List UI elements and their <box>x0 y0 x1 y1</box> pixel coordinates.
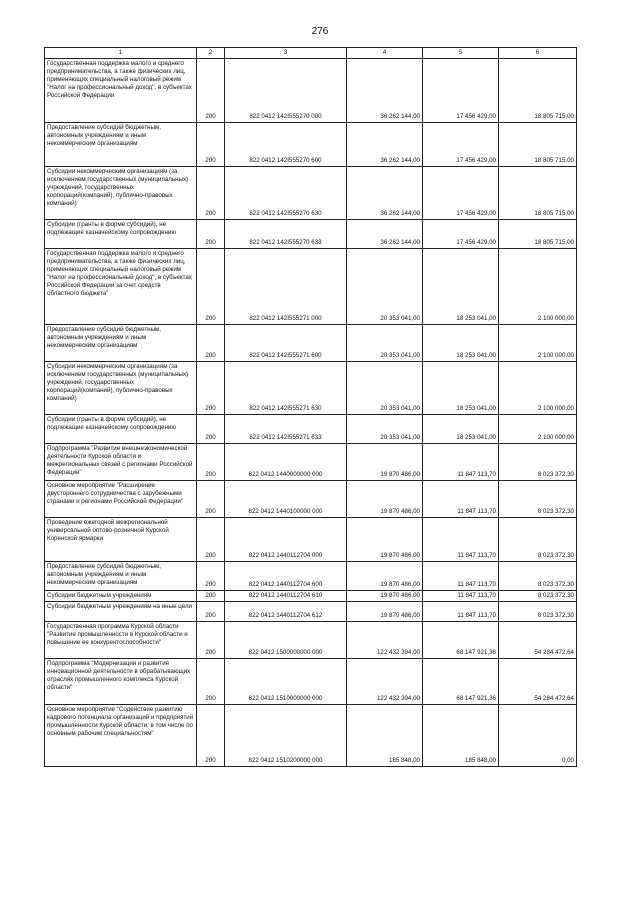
column-header: 5 <box>423 48 499 59</box>
row-amount-col6-cell: 2 100 000,00 <box>499 325 577 362</box>
row-amount-col6-cell: 18 805 715,00 <box>499 220 577 249</box>
row-code-cell: 200 <box>197 123 225 167</box>
row-amount-col6-cell: 2 100 000,00 <box>499 415 577 444</box>
row-kbk-cell: 822 0412 1440100000 000 <box>225 481 347 518</box>
table-row <box>45 220 577 249</box>
row-name-cell: Подпрограмма "Развитие внешнеэкономической деятельности Курской области и межрегиональных связей с регионами Российской Федерации" <box>45 444 197 481</box>
row-name-cell: Основное мероприятие "Содействие развитию кадрового потенциала организаций и предприятий промышленности Курской области, в том числе по основным рабочим специальностям" <box>45 705 197 767</box>
row-kbk-cell: 822 0412 1440000000 000 <box>225 444 347 481</box>
table-row <box>45 167 577 220</box>
table-row <box>45 123 577 167</box>
row-kbk-cell: 822 0412 142I555271 630 <box>225 362 347 415</box>
table-row <box>45 659 577 705</box>
row-name-cell: Субсидии некоммерческим организациям (за исключением государственных (муниципальных) учреждений, государственных корпораций(компаний), публично-правовых компаний) <box>45 362 197 415</box>
row-amount-col6-cell: 18 805 715,00 <box>499 123 577 167</box>
row-amount-total-cell: 36 262 144,00 <box>347 123 423 167</box>
row-name-cell: Подпрограмма "Модернизация и развитие инновационной деятельности в обрабатывающих отраслях промышленного комплекса Курской области" <box>45 659 197 705</box>
column-header: 2 <box>197 48 225 59</box>
row-amount-col5-cell: 11 847 113,70 <box>423 591 499 602</box>
row-kbk-cell: 822 0412 1440112704 610 <box>225 591 347 602</box>
row-name-cell: Субсидии некоммерческим организациям (за исключением государственных (муниципальных) учреждений, государственных корпораций(компаний), публично-правовых компаний) <box>45 167 197 220</box>
row-amount-col6-cell: 8 023 372,30 <box>499 518 577 562</box>
table-row <box>45 59 577 123</box>
row-kbk-cell: 822 0412 1440112704 600 <box>225 562 347 591</box>
row-amount-total-cell: 36 262 144,00 <box>347 220 423 249</box>
row-amount-total-cell: 19 870 486,00 <box>347 562 423 591</box>
table-header-row <box>45 48 577 59</box>
row-amount-col5-cell: 68 147 921,36 <box>423 622 499 659</box>
row-code-cell: 200 <box>197 562 225 591</box>
row-amount-total-cell: 36 262 144,00 <box>347 167 423 220</box>
row-amount-col5-cell: 17 456 429,00 <box>423 167 499 220</box>
row-amount-total-cell: 122 432 394,00 <box>347 622 423 659</box>
row-code-cell: 200 <box>197 362 225 415</box>
table-row <box>45 591 577 602</box>
row-code-cell: 200 <box>197 591 225 602</box>
row-amount-col5-cell: 68 147 921,36 <box>423 659 499 705</box>
table-row <box>45 481 577 518</box>
row-kbk-cell: 822 0412 142I555271 600 <box>225 325 347 362</box>
row-amount-col6-cell: 18 805 715,00 <box>499 167 577 220</box>
table-row <box>45 705 577 767</box>
row-amount-col5-cell: 11 847 113,70 <box>423 602 499 622</box>
row-code-cell: 200 <box>197 59 225 123</box>
row-amount-col6-cell: 54 284 472,64 <box>499 622 577 659</box>
row-kbk-cell: 822 0412 142I555271 000 <box>225 249 347 325</box>
row-amount-col5-cell: 185 848,00 <box>423 705 499 767</box>
row-kbk-cell: 822 0412 1510000000 000 <box>225 659 347 705</box>
table-row <box>45 444 577 481</box>
budget-table <box>44 47 577 767</box>
row-code-cell: 200 <box>197 167 225 220</box>
row-kbk-cell: 822 0412 1440112704 612 <box>225 602 347 622</box>
row-amount-total-cell: 19 870 486,00 <box>347 444 423 481</box>
row-amount-col6-cell: 8 023 372,30 <box>499 481 577 518</box>
row-amount-col6-cell: 8 023 372,30 <box>499 562 577 591</box>
table-row <box>45 602 577 622</box>
row-code-cell: 200 <box>197 705 225 767</box>
table-row <box>45 622 577 659</box>
row-amount-col5-cell: 17 456 429,00 <box>423 123 499 167</box>
row-amount-total-cell: 19 870 486,00 <box>347 602 423 622</box>
row-code-cell: 200 <box>197 518 225 562</box>
row-name-cell: Основное мероприятие "Расширение двустороннего сотрудничества с зарубежными странами и регионами Российской Федерации" <box>45 481 197 518</box>
page-number: 276 <box>311 26 329 37</box>
row-amount-col6-cell: 0,00 <box>499 705 577 767</box>
row-name-cell: Государственная поддержка малого и среднего предпринимательства, а также физических лиц, применяющих специальный налоговый режим "Налог на профессиональный доход", в субъектах Российской Федерации за счет средств областного бюджета" <box>45 249 197 325</box>
row-code-cell: 200 <box>197 415 225 444</box>
row-kbk-cell: 822 0412 142I555270 000 <box>225 59 347 123</box>
row-amount-total-cell: 185 848,00 <box>347 705 423 767</box>
table-row <box>45 362 577 415</box>
row-name-cell: Субсидии (гранты в форме субсидий), не подлежащие казначейскому сопровождению <box>45 415 197 444</box>
table-body <box>45 59 577 767</box>
row-amount-col5-cell: 11 847 113,70 <box>423 562 499 591</box>
row-amount-col5-cell: 18 253 041,00 <box>423 415 499 444</box>
row-amount-col6-cell: 2 100 000,00 <box>499 249 577 325</box>
row-amount-col6-cell: 8 023 372,30 <box>499 591 577 602</box>
row-amount-col6-cell: 54 284 472,64 <box>499 659 577 705</box>
table-row <box>45 518 577 562</box>
row-amount-total-cell: 36 262 144,00 <box>347 59 423 123</box>
row-amount-col5-cell: 17 456 429,00 <box>423 59 499 123</box>
row-code-cell: 200 <box>197 249 225 325</box>
row-amount-col5-cell: 18 253 041,00 <box>423 325 499 362</box>
row-code-cell: 200 <box>197 220 225 249</box>
row-code-cell: 200 <box>197 481 225 518</box>
row-code-cell: 200 <box>197 325 225 362</box>
row-amount-total-cell: 20 353 041,00 <box>347 325 423 362</box>
column-header: 6 <box>499 48 577 59</box>
row-kbk-cell: 822 0412 1440112704 000 <box>225 518 347 562</box>
column-header: 1 <box>45 48 197 59</box>
row-amount-col6-cell: 2 100 000,00 <box>499 362 577 415</box>
row-name-cell: Государственная поддержка малого и среднего предпринимательства, а также физических лиц, применяющих специальный налоговый режим "Налог на профессиональный доход", в субъектах Российской Федерации <box>45 59 197 123</box>
row-amount-col5-cell: 17 456 429,00 <box>423 220 499 249</box>
table-row <box>45 562 577 591</box>
row-amount-total-cell: 19 870 486,00 <box>347 518 423 562</box>
row-amount-total-cell: 19 870 486,00 <box>347 591 423 602</box>
row-amount-col6-cell: 8 023 372,30 <box>499 602 577 622</box>
row-amount-col5-cell: 11 847 113,70 <box>423 444 499 481</box>
row-code-cell: 200 <box>197 444 225 481</box>
column-header: 4 <box>347 48 423 59</box>
row-kbk-cell: 822 0412 142I555270 633 <box>225 220 347 249</box>
row-amount-total-cell: 19 870 486,00 <box>347 481 423 518</box>
row-amount-col5-cell: 11 847 113,70 <box>423 518 499 562</box>
row-amount-total-cell: 20 353 041,00 <box>347 415 423 444</box>
row-amount-col6-cell: 18 805 715,00 <box>499 59 577 123</box>
row-amount-col5-cell: 18 253 041,00 <box>423 249 499 325</box>
row-name-cell: Субсидии бюджетным учреждениям на иные цели <box>45 602 197 622</box>
row-name-cell: Субсидии бюджетным учреждениям <box>45 591 197 602</box>
row-name-cell: Предоставление субсидий бюджетным, автономным учреждениям и иным некоммерческим организациям <box>45 123 197 167</box>
row-name-cell: Проведение ежегодной межрегиональной универсальной оптово-розничной Курской Коренской ярмарки <box>45 518 197 562</box>
row-amount-total-cell: 20 353 041,00 <box>347 249 423 325</box>
table-row <box>45 249 577 325</box>
row-code-cell: 200 <box>197 659 225 705</box>
row-code-cell: 200 <box>197 622 225 659</box>
row-kbk-cell: 822 0412 142I555270 630 <box>225 167 347 220</box>
row-amount-total-cell: 122 432 394,00 <box>347 659 423 705</box>
row-amount-col5-cell: 18 253 041,00 <box>423 362 499 415</box>
row-name-cell: Субсидии (гранты в форме субсидий), не подлежащие казначейскому сопровождению <box>45 220 197 249</box>
row-amount-total-cell: 20 353 041,00 <box>347 362 423 415</box>
row-name-cell: Государственная программа Курской области "Развитие промышленности в Курской области и повышение ее конкурентоспособности" <box>45 622 197 659</box>
row-name-cell: Предоставление субсидий бюджетным, автономным учреждениям и иным некоммерческим организациям <box>45 562 197 591</box>
row-code-cell: 200 <box>197 602 225 622</box>
column-header: 3 <box>225 48 347 59</box>
row-kbk-cell: 822 0412 142I555271 633 <box>225 415 347 444</box>
row-kbk-cell: 822 0412 1510200000 000 <box>225 705 347 767</box>
row-amount-col6-cell: 8 023 372,30 <box>499 444 577 481</box>
row-amount-col5-cell: 11 847 113,70 <box>423 481 499 518</box>
row-name-cell: Предоставление субсидий бюджетным, автономным учреждениям и иным некоммерческим организациям <box>45 325 197 362</box>
row-kbk-cell: 822 0412 1500000000 000 <box>225 622 347 659</box>
table-row <box>45 325 577 362</box>
row-kbk-cell: 822 0412 142I555270 600 <box>225 123 347 167</box>
table-row <box>45 415 577 444</box>
